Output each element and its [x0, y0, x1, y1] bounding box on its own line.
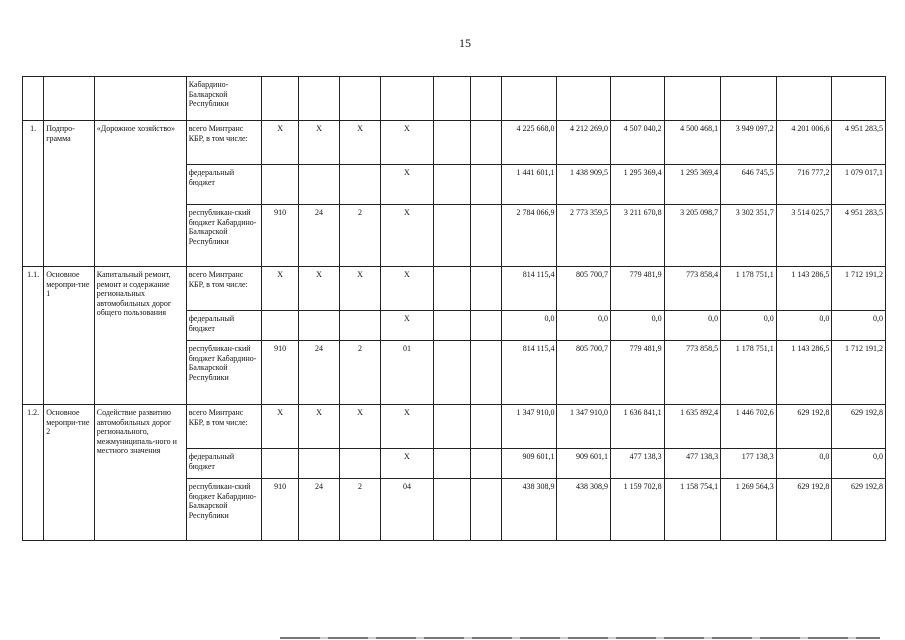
value-cell: 773 858,4	[664, 267, 721, 311]
cell-empty	[557, 77, 611, 121]
pr-cell: X	[340, 121, 380, 165]
pr-cell: X	[340, 405, 380, 449]
value-cell: 4 201 006,6	[776, 121, 832, 165]
section-name: «Дорожное хозяйство»	[94, 121, 186, 267]
cell-empty	[340, 77, 380, 121]
value-cell: 1 446 702,6	[721, 405, 777, 449]
cell-empty	[470, 267, 501, 311]
value-cell: 716 777,2	[776, 165, 832, 205]
cell-empty	[262, 77, 298, 121]
value-cell: 1 712 191,2	[832, 267, 886, 311]
source-cell: всего Минтранс КБР, в том числе:	[186, 121, 262, 165]
cell-empty	[380, 77, 434, 121]
cell-empty	[470, 205, 501, 267]
section-status: Подпро-грамма	[44, 121, 95, 267]
value-cell: 779 481,9	[611, 341, 665, 405]
rz-cell: 24	[298, 479, 339, 541]
value-cell: 779 481,9	[611, 267, 665, 311]
rz-cell: X	[298, 121, 339, 165]
value-cell: 646 745,5	[721, 165, 777, 205]
value-cell: 0,0	[501, 311, 557, 341]
pr-cell: X	[340, 267, 380, 311]
cell-empty	[434, 341, 470, 405]
grbs-cell	[262, 165, 298, 205]
rz-cell	[298, 311, 339, 341]
value-cell: 1 079 017,1	[832, 165, 886, 205]
cell-empty	[470, 341, 501, 405]
value-cell: 629 192,8	[832, 405, 886, 449]
cell-empty	[434, 77, 470, 121]
pr-cell	[340, 165, 380, 205]
csr-cell: 01	[380, 341, 434, 405]
value-cell: 814 115,4	[501, 341, 557, 405]
value-cell: 1 441 601,1	[501, 165, 557, 205]
value-cell: 1 635 892,4	[664, 405, 721, 449]
value-cell: 805 700,7	[557, 341, 611, 405]
table-row	[23, 405, 886, 449]
source-cell: республикан-ский бюджет Кабардино-Балкарской Республики	[186, 341, 262, 405]
cell-empty	[94, 77, 186, 121]
value-cell: 1 636 841,1	[611, 405, 665, 449]
value-cell: 3 205 098,7	[664, 205, 721, 267]
value-cell: 4 951 283,5	[832, 121, 886, 165]
section-name: Содействие развитию автомобильных дорог регионального, межмуниципаль-ного и местного значения	[94, 405, 186, 541]
cell-empty	[23, 77, 44, 121]
value-cell: 629 192,8	[776, 479, 832, 541]
cell-empty	[434, 449, 470, 479]
value-cell: 1 143 286,5	[776, 267, 832, 311]
pr-cell: 2	[340, 205, 380, 267]
table-row	[23, 121, 886, 165]
value-cell: 909 601,1	[501, 449, 557, 479]
value-cell: 814 115,4	[501, 267, 557, 311]
rz-cell: 24	[298, 341, 339, 405]
value-cell: 1 143 286,5	[776, 341, 832, 405]
value-cell: 3 949 097,2	[721, 121, 777, 165]
cell-empty	[776, 77, 832, 121]
cell-empty	[434, 121, 470, 165]
table-row	[23, 267, 886, 311]
pr-cell	[340, 311, 380, 341]
value-cell: 1 178 751,1	[721, 341, 777, 405]
value-cell: 4 225 668,0	[501, 121, 557, 165]
value-cell: 4 507 040,2	[611, 121, 665, 165]
cell-empty	[501, 77, 557, 121]
budget-table	[22, 76, 886, 541]
cell-empty	[664, 77, 721, 121]
cell-empty	[470, 405, 501, 449]
value-cell: 3 211 670,8	[611, 205, 665, 267]
rz-cell: X	[298, 405, 339, 449]
value-cell: 805 700,7	[557, 267, 611, 311]
value-cell: 1 295 369,4	[611, 165, 665, 205]
csr-cell: X	[380, 405, 434, 449]
source-cell: федеральный бюджет	[186, 165, 262, 205]
value-cell: 0,0	[832, 449, 886, 479]
value-cell: 629 192,8	[832, 479, 886, 541]
source-cell: Кабардино-Балкарской Республики	[186, 77, 262, 121]
value-cell: 2 784 066,9	[501, 205, 557, 267]
csr-cell: X	[380, 165, 434, 205]
section-status: Основное меропри-тие 1	[44, 267, 95, 405]
value-cell: 4 500 468,1	[664, 121, 721, 165]
value-cell: 0,0	[664, 311, 721, 341]
value-cell: 477 138,3	[611, 449, 665, 479]
value-cell: 0,0	[832, 311, 886, 341]
rz-cell	[298, 165, 339, 205]
rz-cell	[298, 449, 339, 479]
source-cell: федеральный бюджет	[186, 311, 262, 341]
cell-empty	[470, 121, 501, 165]
rz-cell: 24	[298, 205, 339, 267]
section-number: 1.	[23, 121, 44, 267]
source-cell: всего Минтранс КБР, в том числе:	[186, 405, 262, 449]
value-cell: 477 138,3	[664, 449, 721, 479]
source-cell: республикан-ский бюджет Кабардино-Балкарской Республики	[186, 479, 262, 541]
csr-cell: X	[380, 205, 434, 267]
grbs-cell: X	[262, 121, 298, 165]
pr-cell	[340, 449, 380, 479]
value-cell: 0,0	[721, 311, 777, 341]
value-cell: 3 514 025,7	[776, 205, 832, 267]
value-cell: 1 269 564,3	[721, 479, 777, 541]
cell-empty	[470, 77, 501, 121]
value-cell: 1 295 369,4	[664, 165, 721, 205]
value-cell: 4 951 283,5	[832, 205, 886, 267]
value-cell: 2 773 359,5	[557, 205, 611, 267]
cell-empty	[434, 405, 470, 449]
value-cell: 629 192,8	[776, 405, 832, 449]
grbs-cell: X	[262, 267, 298, 311]
source-cell: федеральный бюджет	[186, 449, 262, 479]
cell-empty	[721, 77, 777, 121]
cell-empty	[44, 77, 95, 121]
source-cell: республикан-ский бюджет Кабардино-Балкарской Республики	[186, 205, 262, 267]
table-body	[23, 77, 886, 541]
cell-empty	[298, 77, 339, 121]
cell-empty	[434, 165, 470, 205]
cell-empty	[611, 77, 665, 121]
section-number: 1.1.	[23, 267, 44, 405]
value-cell: 0,0	[557, 311, 611, 341]
csr-cell: X	[380, 311, 434, 341]
value-cell: 4 212 269,0	[557, 121, 611, 165]
cell-empty	[434, 479, 470, 541]
page-number: 15	[459, 36, 471, 50]
grbs-cell	[262, 311, 298, 341]
scan-edge-line	[280, 637, 880, 639]
csr-cell: X	[380, 121, 434, 165]
cell-empty	[434, 205, 470, 267]
value-cell: 1 158 754,1	[664, 479, 721, 541]
value-cell: 1 712 191,2	[832, 341, 886, 405]
cell-empty	[470, 479, 501, 541]
source-cell: всего Минтранс КБР, в том числе:	[186, 267, 262, 311]
cell-empty	[434, 311, 470, 341]
grbs-cell: 910	[262, 205, 298, 267]
value-cell: 909 601,1	[557, 449, 611, 479]
cell-empty	[470, 311, 501, 341]
section-status: Основное меропри-тие 2	[44, 405, 95, 541]
cell-empty	[470, 165, 501, 205]
value-cell: 177 138,3	[721, 449, 777, 479]
section-number: 1.2.	[23, 405, 44, 541]
cell-empty	[470, 449, 501, 479]
value-cell: 0,0	[776, 449, 832, 479]
pr-cell: 2	[340, 479, 380, 541]
csr-cell: X	[380, 449, 434, 479]
value-cell: 1 347 910,0	[501, 405, 557, 449]
value-cell: 1 178 751,1	[721, 267, 777, 311]
csr-cell: 04	[380, 479, 434, 541]
grbs-cell	[262, 449, 298, 479]
csr-cell: X	[380, 267, 434, 311]
table-row	[23, 77, 886, 121]
value-cell: 1 347 910,0	[557, 405, 611, 449]
value-cell: 773 858,5	[664, 341, 721, 405]
grbs-cell: X	[262, 405, 298, 449]
section-name: Капитальный ремонт, ремонт и содержание региональных автомобильных дорог общего пользования	[94, 267, 186, 405]
grbs-cell: 910	[262, 341, 298, 405]
value-cell: 0,0	[611, 311, 665, 341]
cell-empty	[832, 77, 886, 121]
value-cell: 3 302 351,7	[721, 205, 777, 267]
value-cell: 438 308,9	[501, 479, 557, 541]
value-cell: 438 308,9	[557, 479, 611, 541]
value-cell: 0,0	[776, 311, 832, 341]
rz-cell: X	[298, 267, 339, 311]
cell-empty	[434, 267, 470, 311]
value-cell: 1 438 909,5	[557, 165, 611, 205]
pr-cell: 2	[340, 341, 380, 405]
value-cell: 1 159 702,8	[611, 479, 665, 541]
grbs-cell: 910	[262, 479, 298, 541]
